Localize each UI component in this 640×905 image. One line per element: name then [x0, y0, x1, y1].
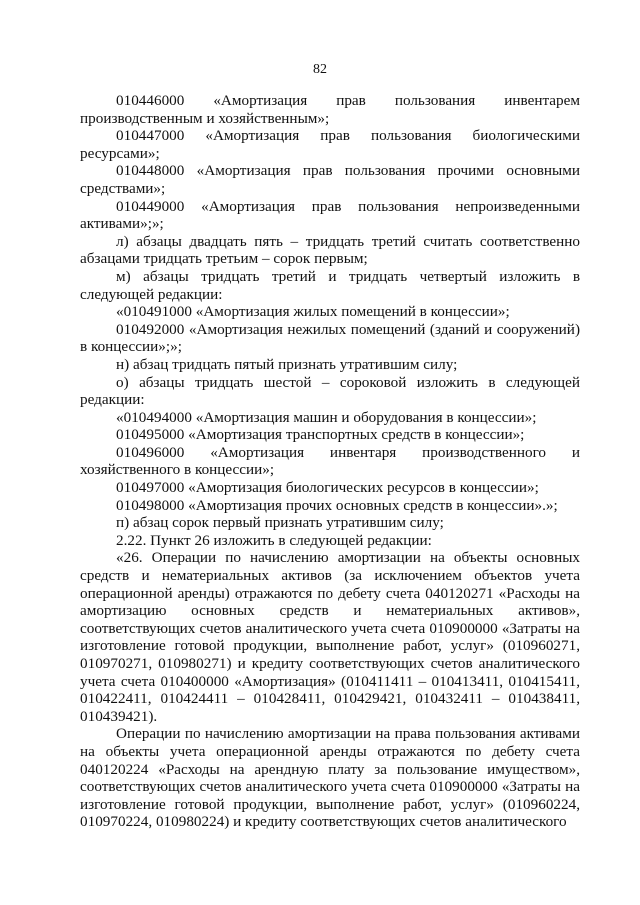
paragraph: 010448000 «Амортизация прав пользования прочими основными средствами»;: [80, 162, 580, 197]
paragraph: 010492000 «Амортизация нежилых помещений (зданий и сооружений) в концессии»;»;: [80, 320, 580, 356]
paragraph: л) абзацы двадцать пять – тридцать третий считать соответственно абзацами тридцать третьим – сорок первым;: [80, 232, 580, 268]
paragraph: Операции по начислению амортизации на права пользования активами на объекты учета операционной аренды отражаются по дебету счета 040120224 «Расходы на арендную плату за пользование имуществом», соответствующих счетов аналитического учета счета 010900000 «Затраты на изготовление готовой продукции, выполнение работ, услуг» (010960224, 010970224, 010980224) и кредиту соответствующих счетов аналитического: [80, 725, 580, 831]
paragraph: «010494000 «Амортизация машин и оборудования в концессии»;: [116, 408, 537, 426]
paragraph: «26. Операции по начислению амортизации на объекты основных средств и нематериальных активов (за исключением объектов учета операционной аренды) отражаются по дебету счета 040120271 «Расходы на амортизацию основных средств и нематериальных активов», соответствующих счетов аналитического учета счета 010900000 «Затраты на изготовление готовой продукции, выполнение работ, услуг» (010960271, 010970271, 010980271) и кредиту соответствующих счетов аналитического учета счета 010400000 «Амортизация» (010411411 – 010413411, 010415411, 010422411, 010424411 – 010428411, 010429421, 010432411 – 010438411, 010439421).: [80, 549, 580, 725]
paragraph: «010491000 «Амортизация жилых помещений в концессии»;: [116, 303, 510, 321]
paragraph: 010495000 «Амортизация транспортных средств в концессии»;: [116, 426, 525, 444]
paragraph: п) абзац сорок первый признать утратившим силу;: [116, 514, 444, 532]
paragraph: 010447000 «Амортизация прав пользования биологическими ресурсами»;: [80, 127, 580, 162]
paragraph: 2.22. Пункт 26 изложить в следующей редакции:: [116, 531, 432, 549]
paragraph: 010496000 «Амортизация инвентаря производственного и хозяйственного в концессии»;: [80, 443, 580, 479]
paragraph: 010497000 «Амортизация биологических ресурсов в концессии»;: [116, 479, 539, 497]
paragraph: 010446000 «Амортизация прав пользования инвентарем производственным и хозяйственным»;: [80, 92, 580, 127]
paragraph: н) абзац тридцать пятый признать утратившим силу;: [116, 355, 458, 373]
paragraph: м) абзацы тридцать третий и тридцать четвертый изложить в следующей редакции:: [80, 267, 580, 303]
paragraph: о) абзацы тридцать шестой – сороковой изложить в следующей редакции:: [80, 373, 580, 409]
document-body: [80, 92, 580, 831]
paragraph: 010449000 «Амортизация прав пользования непроизведенными активами»;»;: [80, 197, 580, 233]
page-number: 82: [313, 62, 327, 77]
paragraph: 010498000 «Амортизация прочих основных средств в концессии».»;: [116, 496, 558, 514]
